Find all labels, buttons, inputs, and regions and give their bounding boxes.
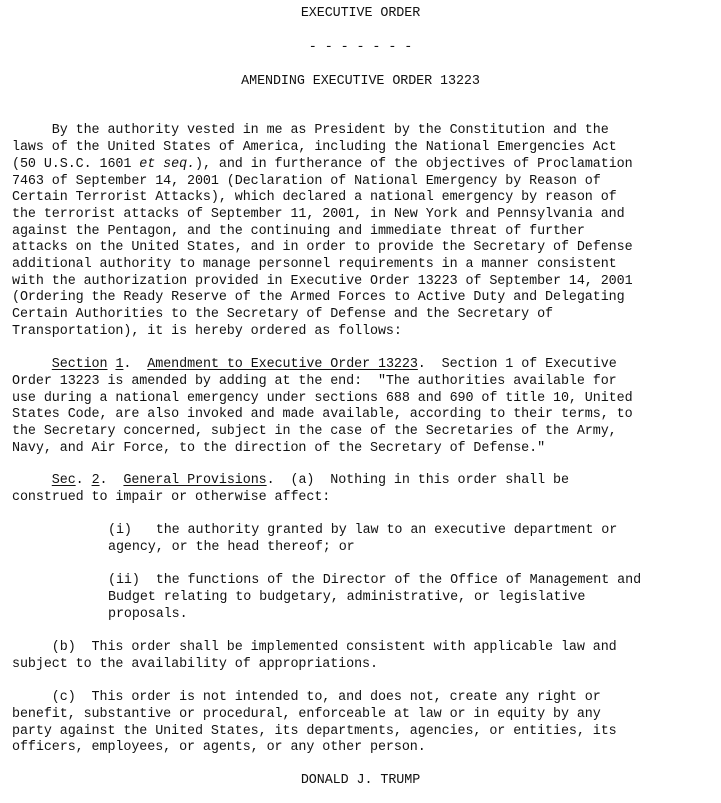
- section-1-line: the Secretary concerned, subject in the case of the Secretaries of the Army,: [12, 424, 617, 439]
- section-label: Sec: [51, 473, 76, 488]
- punctuation: .: [75, 473, 92, 488]
- section-1-line: Navy, and Air Force, to the direction of the Secretary of Defense.": [12, 441, 546, 456]
- section-number: 1: [115, 357, 124, 372]
- title-separator-dashes: - - - - - - -: [308, 40, 413, 55]
- preamble-line: additional authority to manage personnel requirements in a manner consistent: [12, 257, 617, 272]
- subitem-i-line: agency, or the head thereof; or: [108, 540, 355, 555]
- section-heading: Amendment to Executive Order 13223: [147, 357, 418, 372]
- indent: [12, 357, 52, 372]
- preamble-line: attacks on the United States, and in order to provide the Secretary of Defense: [12, 240, 633, 255]
- preamble-line: laws of the United States of America, including the National Emergencies Act: [12, 140, 617, 155]
- preamble-line: (Ordering the Ready Reserve of the Armed Forces to Active Duty and Delegating: [12, 290, 625, 305]
- section-1-line: Order 13223 is amended by adding at the end: "The authorities available for: [12, 374, 617, 389]
- preamble-line: with the authorization provided in Executive Order 13223 of September 14, 2001: [12, 274, 633, 289]
- subsection-b-line: (b) This order shall be implemented consistent with applicable law and: [12, 640, 617, 655]
- subitem-ii-line: (ii) the functions of the Director of the Office of Management and: [108, 573, 642, 588]
- section-1-line: use during a national emergency under sections 688 and 690 of title 10, United: [12, 391, 633, 406]
- preamble-line: Certain Authorities to the Secretary of Defense and the Secretary of: [12, 307, 553, 322]
- preamble-text: ), and in furtherance of the objectives of Proclamation: [195, 157, 633, 172]
- section-2-line: construed to impair or otherwise affect:: [12, 490, 331, 505]
- preamble-line: [12, 157, 633, 174]
- preamble-line: against the Pentagon, and the continuing and immediate threat of further: [12, 224, 585, 239]
- indent: [12, 473, 52, 488]
- signature: DONALD J. TRUMP: [300, 773, 421, 788]
- preamble-line: the terrorist attacks of September 11, 2001, in New York and Pennsylvania and: [12, 207, 625, 222]
- document-title: EXECUTIVE ORDER: [300, 6, 421, 21]
- subsection-c-line: benefit, substantive or procedural, enforceable at law or in equity by any: [12, 707, 601, 722]
- subsection-b-line: subject to the availability of appropriations.: [12, 657, 378, 672]
- section-2-heading-line: [12, 473, 569, 490]
- section-label: Section: [51, 357, 108, 372]
- section-text: . Section 1 of Executive: [417, 357, 617, 372]
- punctuation: .: [123, 357, 148, 372]
- subsection-c-line: party against the United States, its departments, agencies, or entities, its: [12, 724, 617, 739]
- section-heading: General Provisions: [123, 473, 267, 488]
- section-1-heading-line: [12, 357, 617, 374]
- document-subtitle: AMENDING EXECUTIVE ORDER 13223: [241, 74, 480, 89]
- preamble-line: Certain Terrorist Attacks), which declared a national emergency by reason of: [12, 190, 617, 205]
- subitem-ii-line: Budget relating to budgetary, administrative, or legislative: [108, 590, 586, 605]
- subsection-c-line: (c) This order is not intended to, and does not, create any right or: [12, 690, 601, 705]
- subsection-c-line: officers, employees, or agents, or any other person.: [12, 740, 426, 755]
- preamble-line: Transportation), it is hereby ordered as follows:: [12, 324, 402, 339]
- subitem-i-line: (i) the authority granted by law to an executive department or: [108, 523, 618, 538]
- section-1-line: States Code, are also invoked and made available, according to their terms, to: [12, 407, 633, 422]
- preamble-line: By the authority vested in me as President by the Constitution and the: [12, 123, 609, 138]
- et-seq-italic: et seq.: [139, 157, 195, 172]
- preamble-text: (50 U.S.C. 1601: [12, 157, 140, 172]
- section-number: 2: [91, 473, 100, 488]
- preamble-line: 7463 of September 14, 2001 (Declaration of National Emergency by Reason of: [12, 174, 601, 189]
- section-text: . (a) Nothing in this order shall be: [266, 473, 569, 488]
- punctuation: .: [99, 473, 124, 488]
- subitem-ii-line: proposals.: [108, 607, 188, 622]
